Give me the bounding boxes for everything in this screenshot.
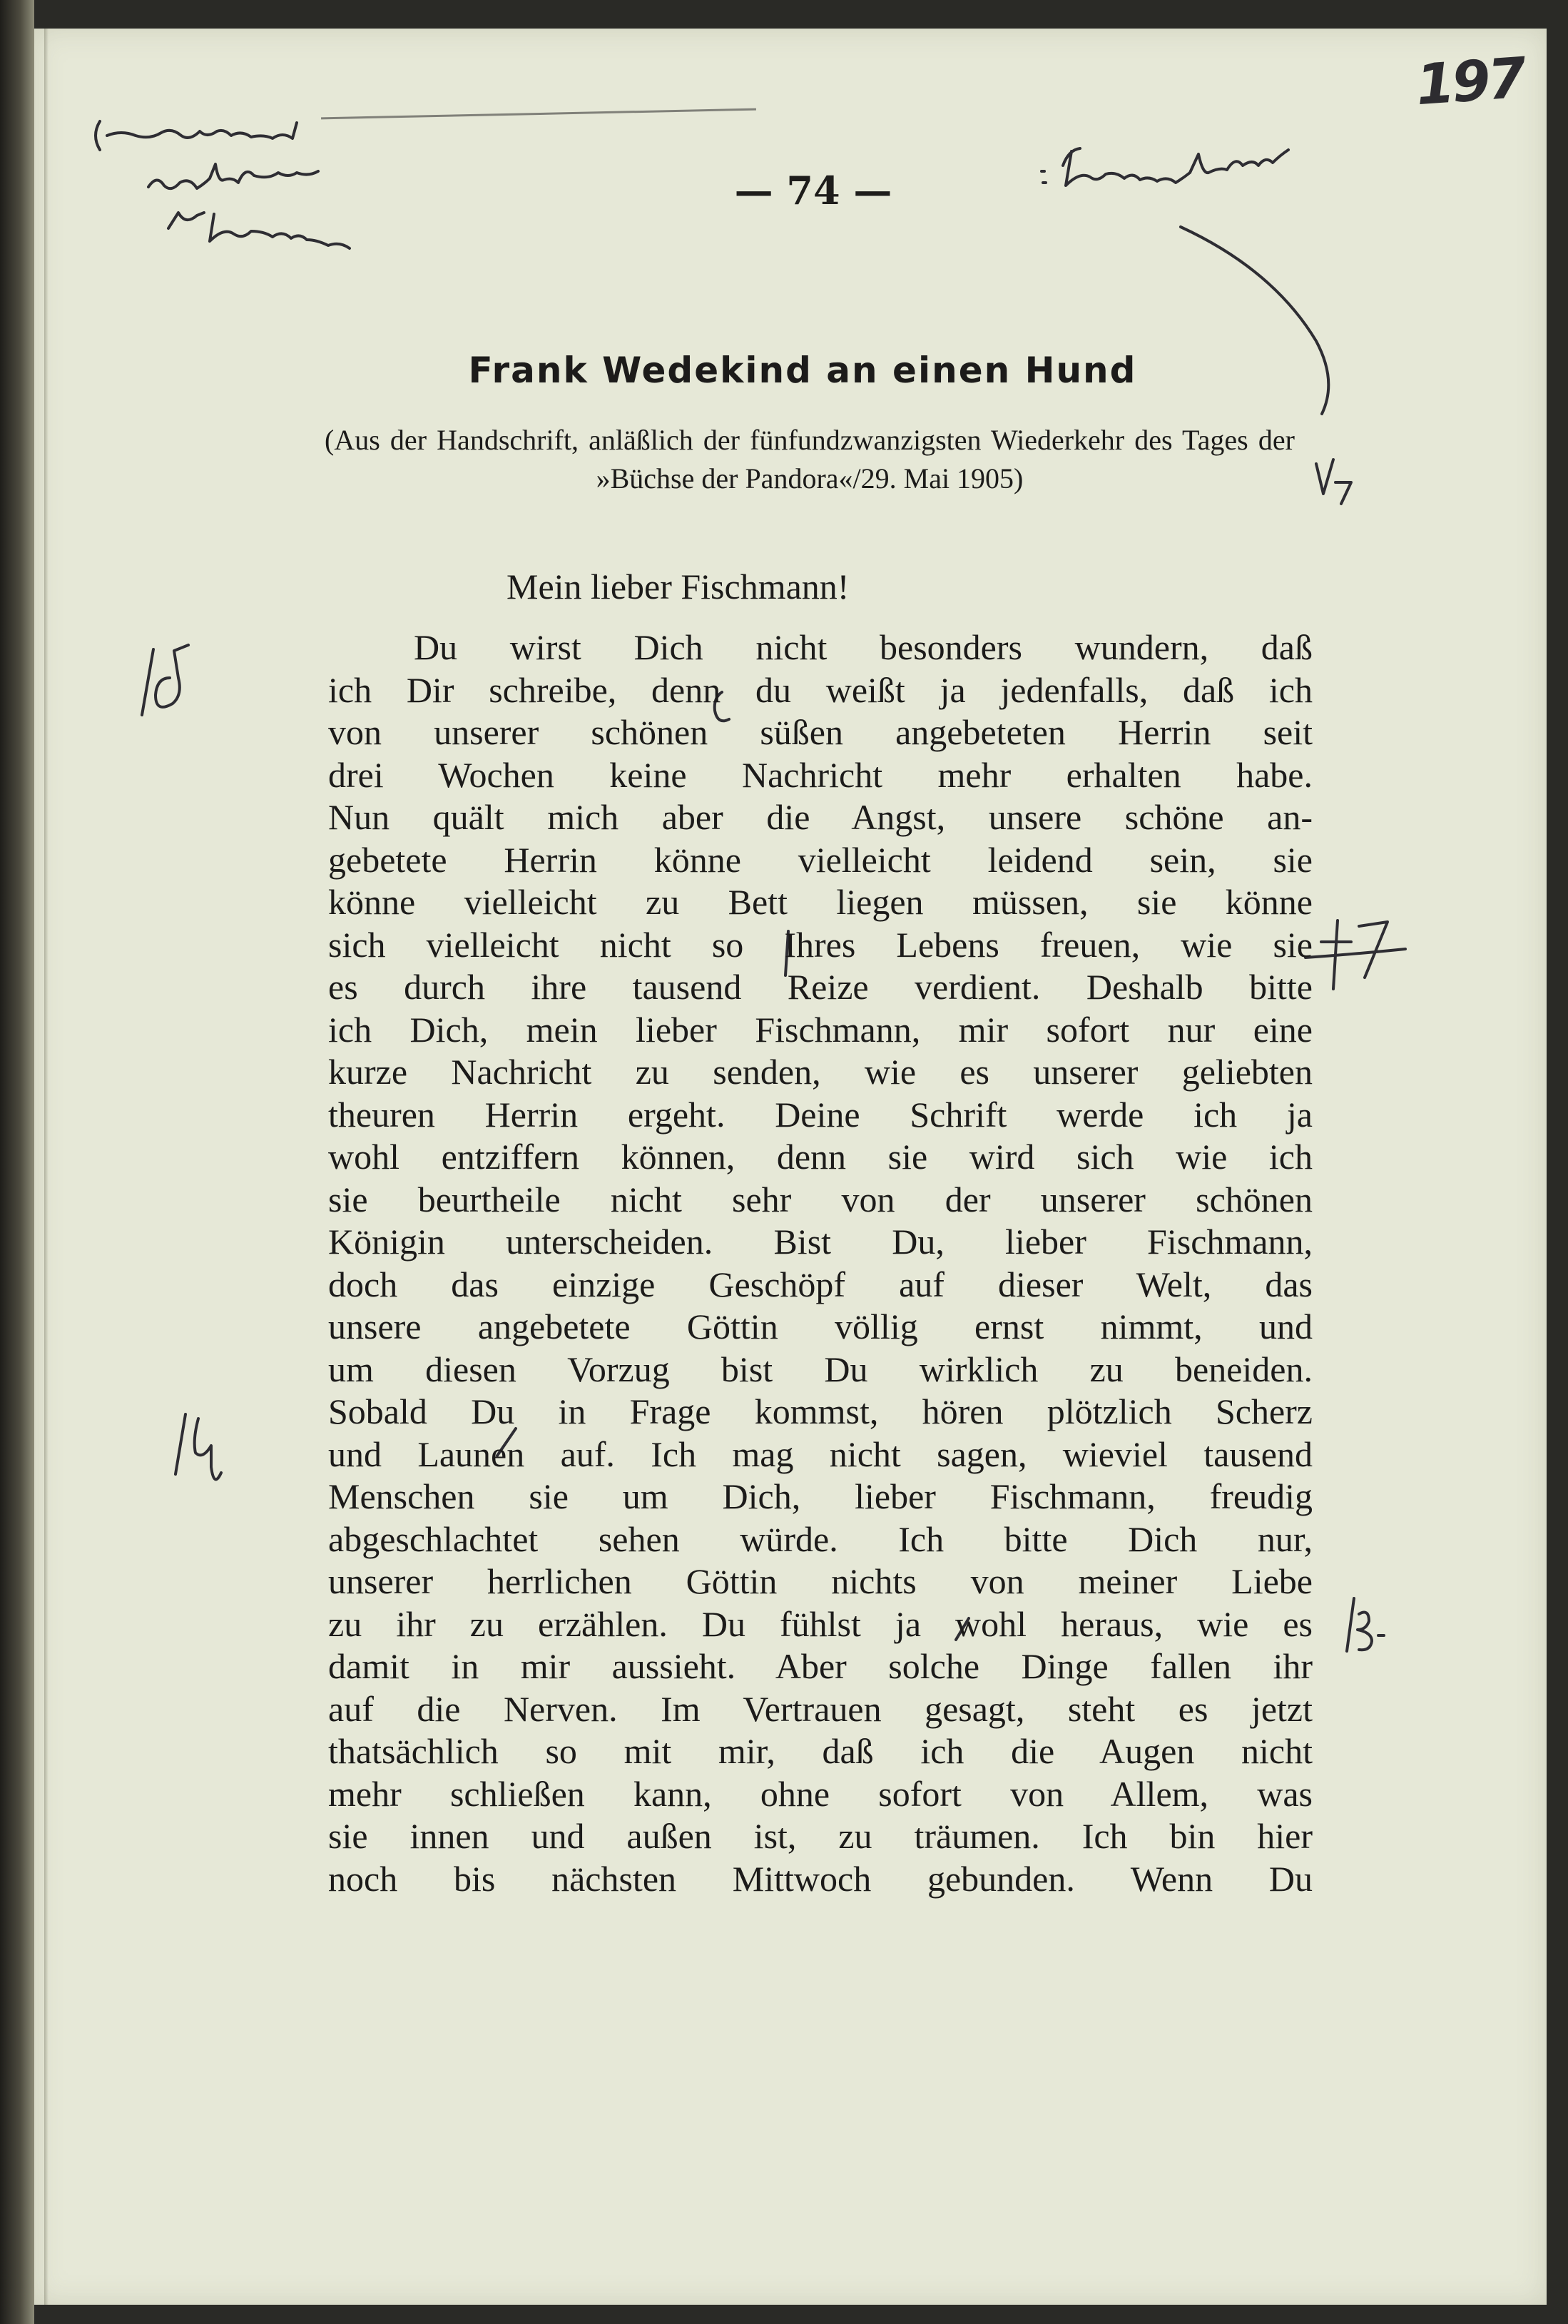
letter-line: unserer herrlichen Göttin nichts von meiner Liebe	[328, 1561, 1313, 1601]
letter-line: gebetete Herrin könne vielleicht leidend sein, sie	[328, 839, 1313, 880]
letter-line: unsere angebetete Göttin völlig ernst nimmt, und	[328, 1306, 1313, 1346]
letter-line: es durch ihre tausend Reize verdient. Deshalb bitte	[328, 967, 1313, 1007]
letter-line: theuren Herrin ergeht. Deine Schrift werde ich ja	[328, 1094, 1313, 1135]
page-number: — 74 —	[734, 168, 892, 213]
article-subtitle: (Aus der Handschrift, anläßlich der fünfundzwanzigsten Wiederkehr des Tages der »Büchse der Pandora«/29. Mai 1905)	[325, 424, 1295, 494]
letter-line: sie innen und außen ist, zu träumen. Ich bin hier	[328, 1816, 1313, 1856]
letter-line: sie beurtheile nicht sehr von der unserer schönen	[328, 1179, 1313, 1219]
letter-line: mehr schließen kann, ohne sofort von Allem, was	[328, 1773, 1313, 1814]
letter-line: könne vielleicht zu Bett liegen müssen, sie könne	[328, 882, 1313, 922]
letter-line: um diesen Vorzug bist Du wirklich zu beneiden.	[328, 1349, 1313, 1389]
letter-line: kurze Nachricht zu senden, wie es unserer geliebten	[328, 1052, 1313, 1092]
letter-line: Nun quält mich aber die Angst, unsere schöne an-	[328, 797, 1313, 837]
letter-line: Königin unterscheiden. Bist Du, lieber Fischmann,	[328, 1222, 1313, 1262]
letter-line: sich vielleicht nicht so Ihres Lebens freuen, wie sie	[328, 924, 1313, 965]
letter-line: ich Dich, mein lieber Fischmann, mir sofort nur eine	[328, 1009, 1313, 1050]
letter-line: thatsächlich so mit mir, daß ich die Augen nicht	[328, 1731, 1313, 1771]
article-title: Frank Wedekind an einen Hund	[468, 350, 1137, 391]
letter-body	[328, 626, 1313, 1900]
letter-line: abgeschlachtet sehen würde. Ich bitte Dich nur,	[328, 1518, 1313, 1559]
letter-line: ich Dir schreibe, denn du weißt ja jedenfalls, daß ich	[328, 669, 1313, 710]
letter-line: damit in mir aussieht. Aber solche Dinge fallen ihr	[328, 1646, 1313, 1686]
letter-line: und Launen auf. Ich mag nicht sagen, wieviel tausend	[328, 1434, 1313, 1474]
letter-line: Du wirst Dich nicht besonders wundern, daß	[414, 627, 1313, 667]
letter-line: Menschen sie um Dich, lieber Fischmann, freudig	[328, 1476, 1313, 1516]
letter-line: von unserer schönen süßen angebeteten Herrin seit	[328, 712, 1313, 752]
letter-line: drei Wochen keine Nachricht mehr erhalten habe.	[328, 754, 1313, 795]
letter-line: auf die Nerven. Im Vertrauen gesagt, steht es jetzt	[328, 1688, 1313, 1729]
letter-line: Sobald Du in Frage kommst, hören plötzlich Scherz	[328, 1391, 1313, 1431]
letter-line: doch das einzige Geschöpf auf dieser Welt, das	[328, 1264, 1313, 1304]
letter-salutation: Mein lieber Fischmann!	[506, 567, 850, 607]
letter-line: zu ihr zu erzählen. Du fühlst ja wohl heraus, wie es	[328, 1603, 1313, 1644]
folio-number: 197	[1414, 46, 1526, 118]
letter-line: noch bis nächsten Mittwoch gebunden. Wenn Du	[328, 1858, 1313, 1899]
letter-line: wohl entziffern können, denn sie wird sich wie ich	[328, 1137, 1313, 1177]
